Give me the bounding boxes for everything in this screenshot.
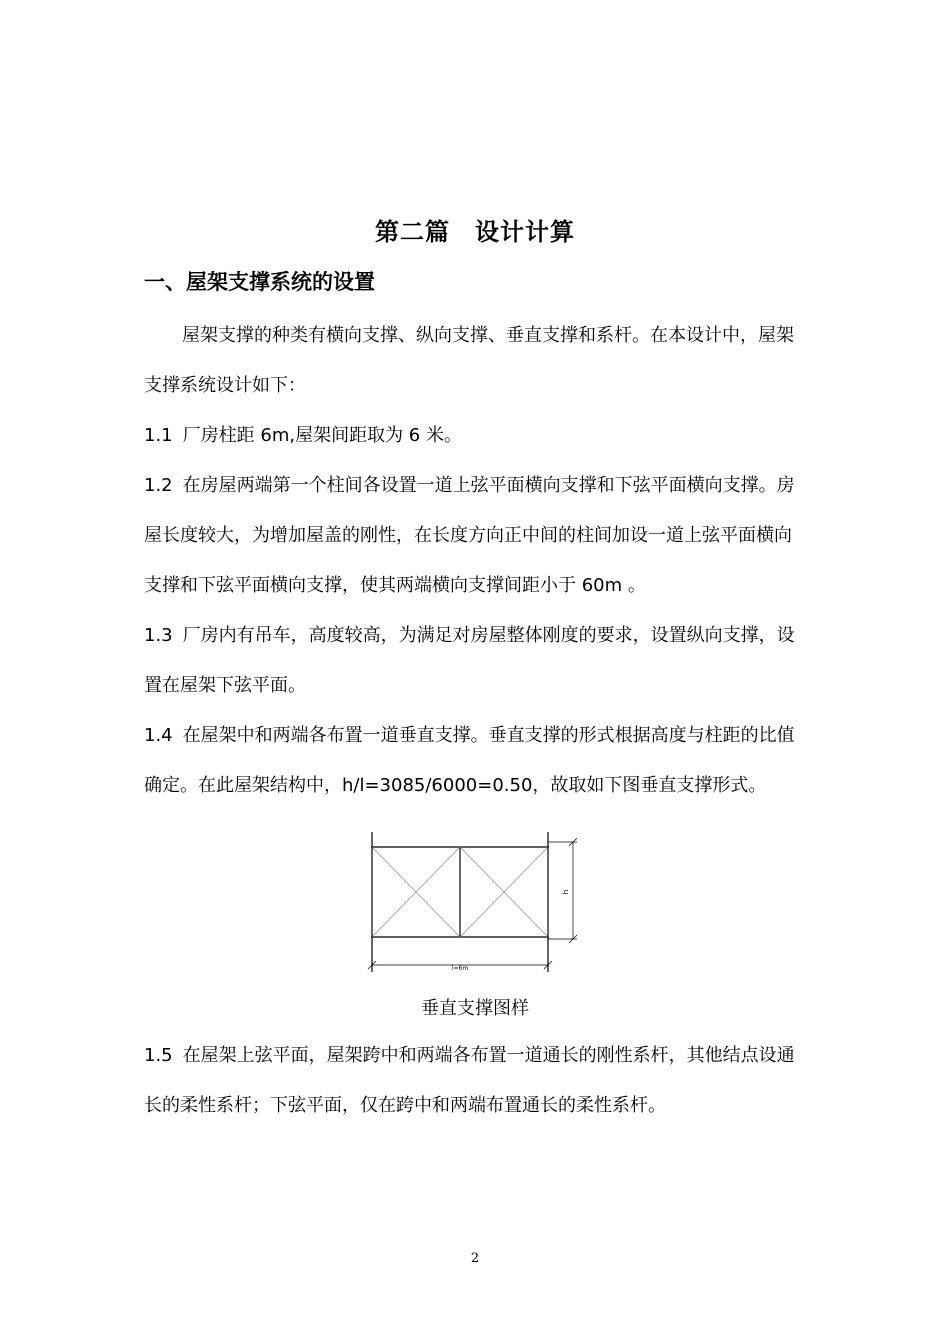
item-number: 1.4 [144,725,173,746]
item-number: 1.3 [144,625,173,646]
figure-caption: 垂直支撑图样 [421,998,529,1019]
item-1-3 [144,611,808,711]
item-text: 厂房内有吊车，高度较高，为满足对房屋整体刚度的要求，设置纵向支撑，设置在屋架下弦平面。 [144,625,795,696]
span-label: l=6m [451,965,469,972]
section-heading: 一、屋架支撑系统的设置 [144,270,375,294]
item-number: 1.2 [144,475,173,496]
item-text: 在屋架中和两端各布置一道垂直支撑。垂直支撑的形式根据高度与柱距的比值确定。在此屋架结构中，h/l=3085/6000=0.50，故取如下图垂直支撑形式。 [144,725,795,796]
height-label: h [562,889,570,895]
item-1-2 [144,461,808,611]
item-text: 厂房柱距 6m,屋架间距取为 6 米。 [182,425,462,446]
page-number: 2 [470,1251,480,1266]
vertical-bracing-diagram [365,830,585,975]
item-number: 1.5 [144,1045,173,1066]
item-1-1 [144,411,808,461]
item-text: 在房屋两端第一个柱间各设置一道上弦平面横向支撑和下弦平面横向支撑。房屋长度较大，为增加屋盖的刚性，在长度方向正中间的柱间加设一道上弦平面横向支撑和下弦平面横向支撑，使其两端横向支撑间距小于 60m 。 [144,475,795,596]
item-number: 1.1 [144,425,173,446]
page-title: 第二篇 设计计算 [375,218,575,246]
item-1-5 [144,1031,808,1131]
intro-paragraph: 屋架支撑的种类有横向支撑、纵向支撑、垂直支撑和系杆。在本设计中，屋架支撑系统设计如下： [144,325,794,396]
item-1-4 [144,711,808,811]
item-text: 在屋架上弦平面，屋架跨中和两端各布置一道通长的刚性系杆，其他结点设通长的柔性系杆；下弦平面，仅在跨中和两端布置通长的柔性系杆。 [144,1045,795,1116]
